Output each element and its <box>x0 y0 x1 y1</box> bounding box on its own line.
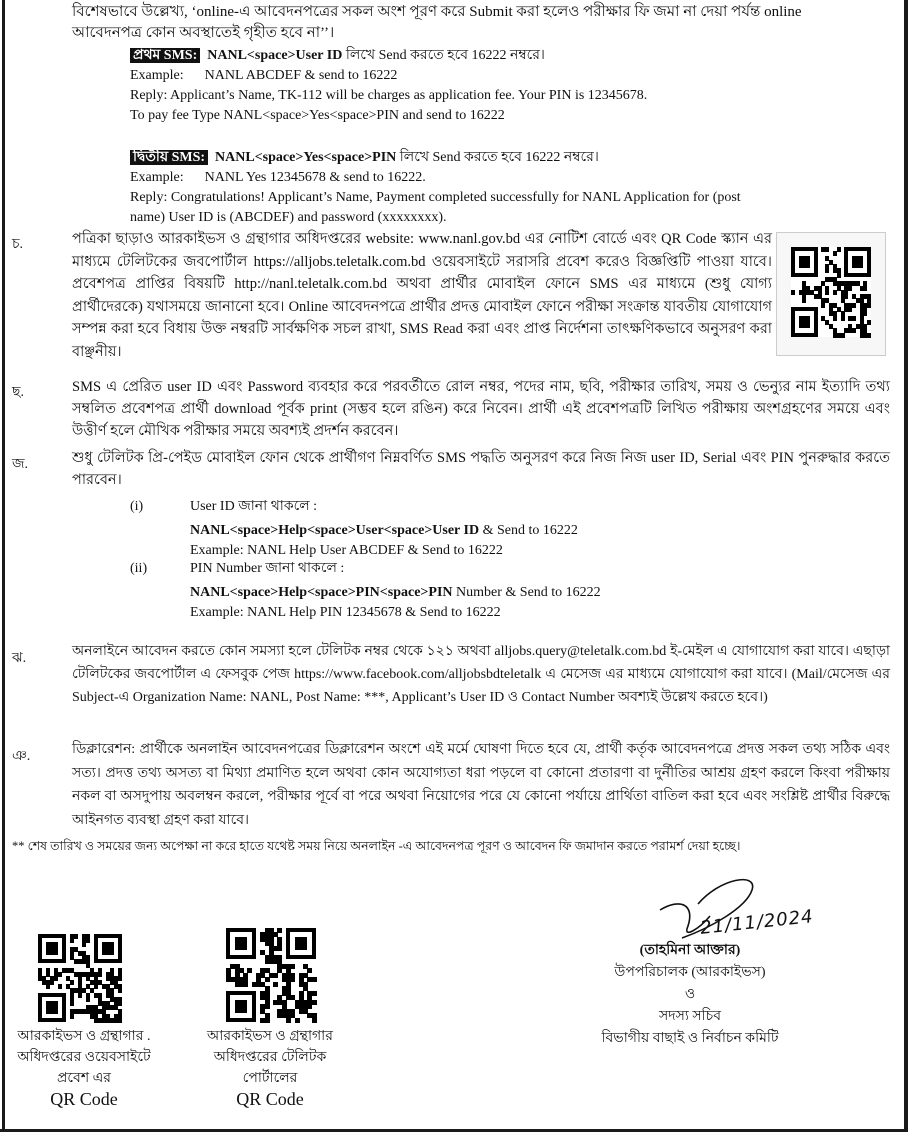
qr-code-inline[interactable] <box>791 247 871 337</box>
ja-item-2-code: NANL<space>Help<space>PIN<space>PIN <box>190 585 453 600</box>
qr-module <box>825 247 829 252</box>
section-nia-text: ডিক্লারেশন: প্রার্থীকে অনলাইন আবেদনপত্রের ডিক্লারেশন অংশে এই মর্মে ঘোষণা দিতে হবে যে, প্রার্থী কর্তৃক আবেদনপত্রে প্রদত্ত সকল তথ্য সঠিক এবং সত্য। প্রদত্ত তথ্য অসত্য বা মিথ্যা প্রমাণিত হলে অথবা কোন অযোগ্যতা ধরা পড়লে বা কোনো প্রতারণা বা দুর্নীতির আশ্রয় গ্রহণ করলে কিংবা পরীক্ষায় নকল বা অসদুপায় অবলম্বন করলে, পরীক্ষার পূর্বে বা পরে অথবা নিয়োগের পরে যে কোনো পর্যায়ে প্রার্থিতা বাতিল করা হবে এবং সংশ্লিষ্ট প্রার্থীর বিরুদ্ধে আইনগত ব্যবস্থা গ্রহণ করা যাবে। <box>72 742 890 828</box>
qr2-caption-line-2: অধিদপ্তরের টেলিটক <box>213 1050 327 1065</box>
qr-module <box>86 938 90 943</box>
qr-module <box>70 1014 74 1019</box>
sms2-code: NANL<space>Yes<space>PIN <box>215 150 397 165</box>
qr-module <box>312 977 317 982</box>
page-border-left <box>2 0 5 1132</box>
ja-item-1-code: NANL<space>Help<space>User<space>User ID <box>190 523 480 538</box>
qr-module <box>833 316 837 321</box>
qr-module <box>825 290 829 295</box>
qr-module <box>265 1018 270 1023</box>
qr-finder-pattern <box>799 256 810 269</box>
qr-module <box>243 982 248 987</box>
handwritten-signature <box>640 868 880 950</box>
section-ja-item-2 <box>130 559 890 623</box>
qr-module <box>118 1018 122 1023</box>
qr-module <box>82 942 86 947</box>
ja-item-2-num: (ii) <box>130 561 148 576</box>
qr-module <box>58 972 62 977</box>
qr-module <box>94 984 98 989</box>
qr-module <box>867 303 871 308</box>
sms2-instruction-rest: লিখে Send করতে হবে 16222 নম্বরে। <box>399 150 599 165</box>
sms2-reply-1: Reply: Congratulations! Applicant’s Name, Payment completed successfully for NANL Application for (post <box>130 190 741 205</box>
qr-module <box>118 988 122 993</box>
signatory-designation: উপপরিচালক (আরকাইভস) <box>614 965 766 980</box>
qr-module <box>312 1000 317 1005</box>
qr-module <box>50 980 54 985</box>
qr-module <box>307 968 312 973</box>
qr-module <box>867 320 871 325</box>
qr-module <box>848 307 852 312</box>
sms1-instruction <box>130 46 890 66</box>
sms2-label: দ্বিতীয় SMS: <box>130 150 208 165</box>
qr-module <box>86 997 90 1002</box>
ja-item-2-code-rest: Number & Send to 16222 <box>456 585 601 600</box>
qr-module <box>844 294 848 299</box>
qr1-caption-line-1: আরকাইভস ও গ্রন্থাগার . <box>17 1029 151 1044</box>
sms2-block <box>130 148 890 228</box>
qr-module <box>277 928 282 933</box>
ja-item-2-code-line <box>190 583 890 603</box>
qr-module <box>791 290 795 295</box>
sms2-example: Example: NANL Yes 12345678 & send to 16222. <box>130 170 426 185</box>
ja-item-1-title: User ID জানা থাকলে : <box>190 499 318 514</box>
qr-module <box>852 303 856 308</box>
ja-item-1-example: Example: NANL Help User ABCDEF & Send to 16222 <box>190 543 503 558</box>
qr-module <box>837 247 841 252</box>
qr-code-website-caption <box>4 1026 164 1110</box>
qr-module <box>54 976 58 981</box>
intro-line-1: বিশেষভাবে উল্লেখ্য, ‘online-এ আবেদনপত্রের সকল অংশ পূরণ করে Submit করা হলেও পরীক্ষার ফি জমা না দেয়া পর্যন্ত online <box>72 4 802 20</box>
qr-module <box>863 311 867 316</box>
sms1-reply-1: Reply: Applicant’s Name, TK-112 will be charges as application fee. Your PIN is 12345678. <box>130 88 648 103</box>
qr1-caption-line-4: QR Code <box>50 1089 118 1109</box>
qr-module <box>312 1018 317 1023</box>
qr2-caption-line-3: পোর্টালের <box>242 1071 298 1086</box>
qr-module <box>273 982 278 987</box>
page-border-right <box>904 0 908 1132</box>
qr-module <box>825 268 829 273</box>
qr-module <box>46 984 50 989</box>
qr2-caption-line-4: QR Code <box>236 1089 304 1109</box>
qr-finder-pattern <box>102 942 114 955</box>
qr-finder-pattern <box>295 937 308 950</box>
qr-module <box>290 977 295 982</box>
sms1-block <box>130 46 890 126</box>
ja-item-1-code-rest: & Send to 16222 <box>482 523 578 538</box>
sms1-code: NANL<space>User ID <box>207 48 343 63</box>
section-jha-marker: ঝ. <box>12 651 27 666</box>
signature-date: 21/11/2024 <box>699 906 815 939</box>
qr-module <box>277 946 282 951</box>
qr-module <box>802 298 806 303</box>
intro-line-2: আবেদনপত্র কোন অবস্থাতেই গৃহীত হবে না’’। <box>72 25 335 41</box>
qr-module <box>265 1004 270 1009</box>
qr-module <box>247 968 252 973</box>
ja-item-1-code-line <box>190 521 890 541</box>
ja-item-2-example: Example: NANL Help PIN 12345678 & Send to 16222 <box>190 605 501 620</box>
intro-paragraph <box>72 2 890 44</box>
footnote: ** শেষ তারিখ ও সময়ের জন্য অপেক্ষা না করে হাতে যথেষ্ট সময় নিয়ে অনলাইন -এ আবেদনপত্র পূরণ ও আবেদন ফি জমাদান করতে পরামর্শ দেয়া হচ্ছে। <box>12 839 741 853</box>
qr-module <box>307 1004 312 1009</box>
qr-finder-pattern <box>799 316 810 329</box>
qr-module <box>74 934 78 939</box>
qr-code-teletalk-caption <box>190 1026 350 1110</box>
signatory-name: (তাহমিনা আক্তার) <box>639 943 741 958</box>
section-nia-marker: ঞ. <box>12 749 31 764</box>
section-cha-marker: চ. <box>12 237 24 252</box>
qr-module <box>867 333 871 338</box>
qr-module <box>833 290 837 295</box>
section-ja-marker: জ. <box>12 457 29 472</box>
section-jha-text: অনলাইনে আবেদন করতে কোন সমস্যা হলে টেলিটক নম্বর থেকে ১২১ অথবা alljobs.query@teletalk.com.bd ই-মেইল এ যোগাযোগ করা যাবে। এছাড়া টেলিটকের জবপোর্টাল এ ফেসবুক পেজ https://www.facebook.com/alljobsbdteletalk এ মেসেজ এর মাধ্যমে যোগাযোগ করা যাবে। (Mail/মেসেজ এর Subject-এ Organization Name: NANL, Post Name: ***, Applicant’s User ID ও Contact Number অবশ্যই উল্লেখ করতে হবে।) <box>72 644 890 705</box>
signatory-role: সদস্য সচিব <box>658 1009 721 1024</box>
ja-item-1-num: (i) <box>130 499 144 514</box>
qr-module <box>312 991 317 996</box>
ja-item-2-title: PIN Number জানা থাকলে : <box>190 561 345 576</box>
qr-module <box>118 1001 122 1006</box>
qr-finder-pattern <box>46 942 58 955</box>
signature-drawing <box>640 868 880 950</box>
qr-module <box>70 1001 74 1006</box>
qr-module <box>295 1018 300 1023</box>
qr-code-website[interactable] <box>38 934 122 1022</box>
signatory-committee: বিভাগীয় বাছাই ও নির্বাচন কমিটি <box>601 1031 779 1046</box>
qr-finder-pattern <box>235 1000 248 1013</box>
qr-code-inline-frame <box>776 232 886 356</box>
signature-block <box>580 940 800 1050</box>
qr-module <box>98 972 102 977</box>
qr-module <box>273 973 278 978</box>
qr-module <box>833 251 837 256</box>
qr-finder-pattern <box>46 1001 58 1014</box>
sms1-example: Example: NANL ABCDEF & send to 16222 <box>130 68 398 83</box>
qr-module <box>837 273 841 278</box>
qr-module <box>852 316 856 321</box>
qr-module <box>841 333 845 338</box>
qr-module <box>286 1018 291 1023</box>
qr1-caption-line-3: প্রবেশ এর <box>56 1071 111 1086</box>
qr1-caption-line-2: অধিদপ্তরের ওয়েবসাইটে <box>17 1050 151 1065</box>
qr-module <box>118 976 122 981</box>
section-chha-marker: ছ. <box>12 385 24 400</box>
section-ja-text: শুধু টেলিটক প্রি-পেইড মোবাইল ফোন থেকে প্রার্থীগণ নিম্নবর্ণিত SMS পদ্ধতি অনুসরণ করে নিজ নিজ user ID, Serial এবং PIN পুনরুদ্ধার করতে পারবেন। <box>72 450 890 488</box>
sms1-reply-2: To pay fee Type NANL<space>Yes<space>PIN and send to 16222 <box>130 108 505 123</box>
qr-module <box>863 286 867 291</box>
sms2-instruction <box>130 148 890 168</box>
qr-module <box>70 938 74 943</box>
qr-module <box>265 977 270 982</box>
qr-code-teletalk[interactable] <box>226 928 316 1022</box>
qr-module <box>70 980 74 985</box>
qr-finder-pattern <box>852 256 863 269</box>
sms1-instruction-rest: লিখে Send করতে হবে 16222 নম্বরে। <box>345 48 545 63</box>
qr-module <box>848 286 852 291</box>
sms1-label: প্রথম SMS: <box>130 48 200 63</box>
qr-module <box>78 993 82 998</box>
sms2-reply-2: name) User ID is (ABCDEF) and password (xxxxxxxx). <box>130 210 447 225</box>
qr-module <box>290 964 295 969</box>
signatory-conjunction: ও <box>684 987 696 1002</box>
section-cha-text: পত্রিকা ছাড়াও আরকাইভস ও গ্রন্থাগার অধিদপ্তরের website: www.nanl.gov.bd এর নোটিশ বোর্ডে এবং QR Code স্ক্যান এর মাধ্যমে টেলিটকের জবপোর্টাল https://alljobs.teletalk.com.bd ওয়েবসাইটে সরাসরি প্রবেশ করেও বিজ্ঞপ্তিটি পাওয়া যাবে। প্রবেশপত্র প্রাপ্তির বিষয়টি http://nanl.teletalk.com.bd অথবা প্রার্থীর মোবাইল ফোনে SMS এর মাধ্যমে (শুধু যোগ্য প্রার্থীদেরকে) যথাসময়ে জানানো হবে। Online আবেদনপত্রে প্রার্থীর প্রদত্ত মোবাইল ফোনে পরীক্ষা সংক্রান্ত যাবতীয় যোগাযোগ সম্পন্ন করা হবে বিধায় উক্ত নম্বরটি সার্বক্ষণিক সচল রাখা, SMS Read করা এবং প্রাপ্ত নির্দেশনা তাৎক্ষণিকভাবে অনুসরণ করা বাঞ্ছনীয়। <box>72 231 772 360</box>
section-ja-item-1 <box>130 497 890 561</box>
section-chha-text: SMS এ প্রেরিত user ID এবং Password ব্যবহার করে পরবর্তীতে রোল নম্বর, পদের নাম, ছবি, পরীক্ষার তারিখ, সময় ও ভেন্যুর নাম ইত্যাদি তথ্য সম্বলিত প্রবেশপত্র প্রার্থী download পূর্বক print (সম্ভব হলে রঙিন) করে নিবেন। প্রার্থী এই প্রবেশপত্রটি লিখিত পরীক্ষায় অংশগ্রহণের সময়ে এবং উত্তীর্ণ হলে মৌখিক পরীক্ষার সময়ে অবশ্যই প্রদর্শন করবেন। <box>72 379 890 439</box>
qr-module <box>58 984 62 989</box>
qr2-caption-line-1: আরকাইভস ও গ্রন্থাগার <box>207 1029 333 1044</box>
qr-finder-pattern <box>235 937 248 950</box>
qr-module <box>852 328 856 333</box>
qr-module <box>841 316 845 321</box>
qr-module <box>821 303 825 308</box>
